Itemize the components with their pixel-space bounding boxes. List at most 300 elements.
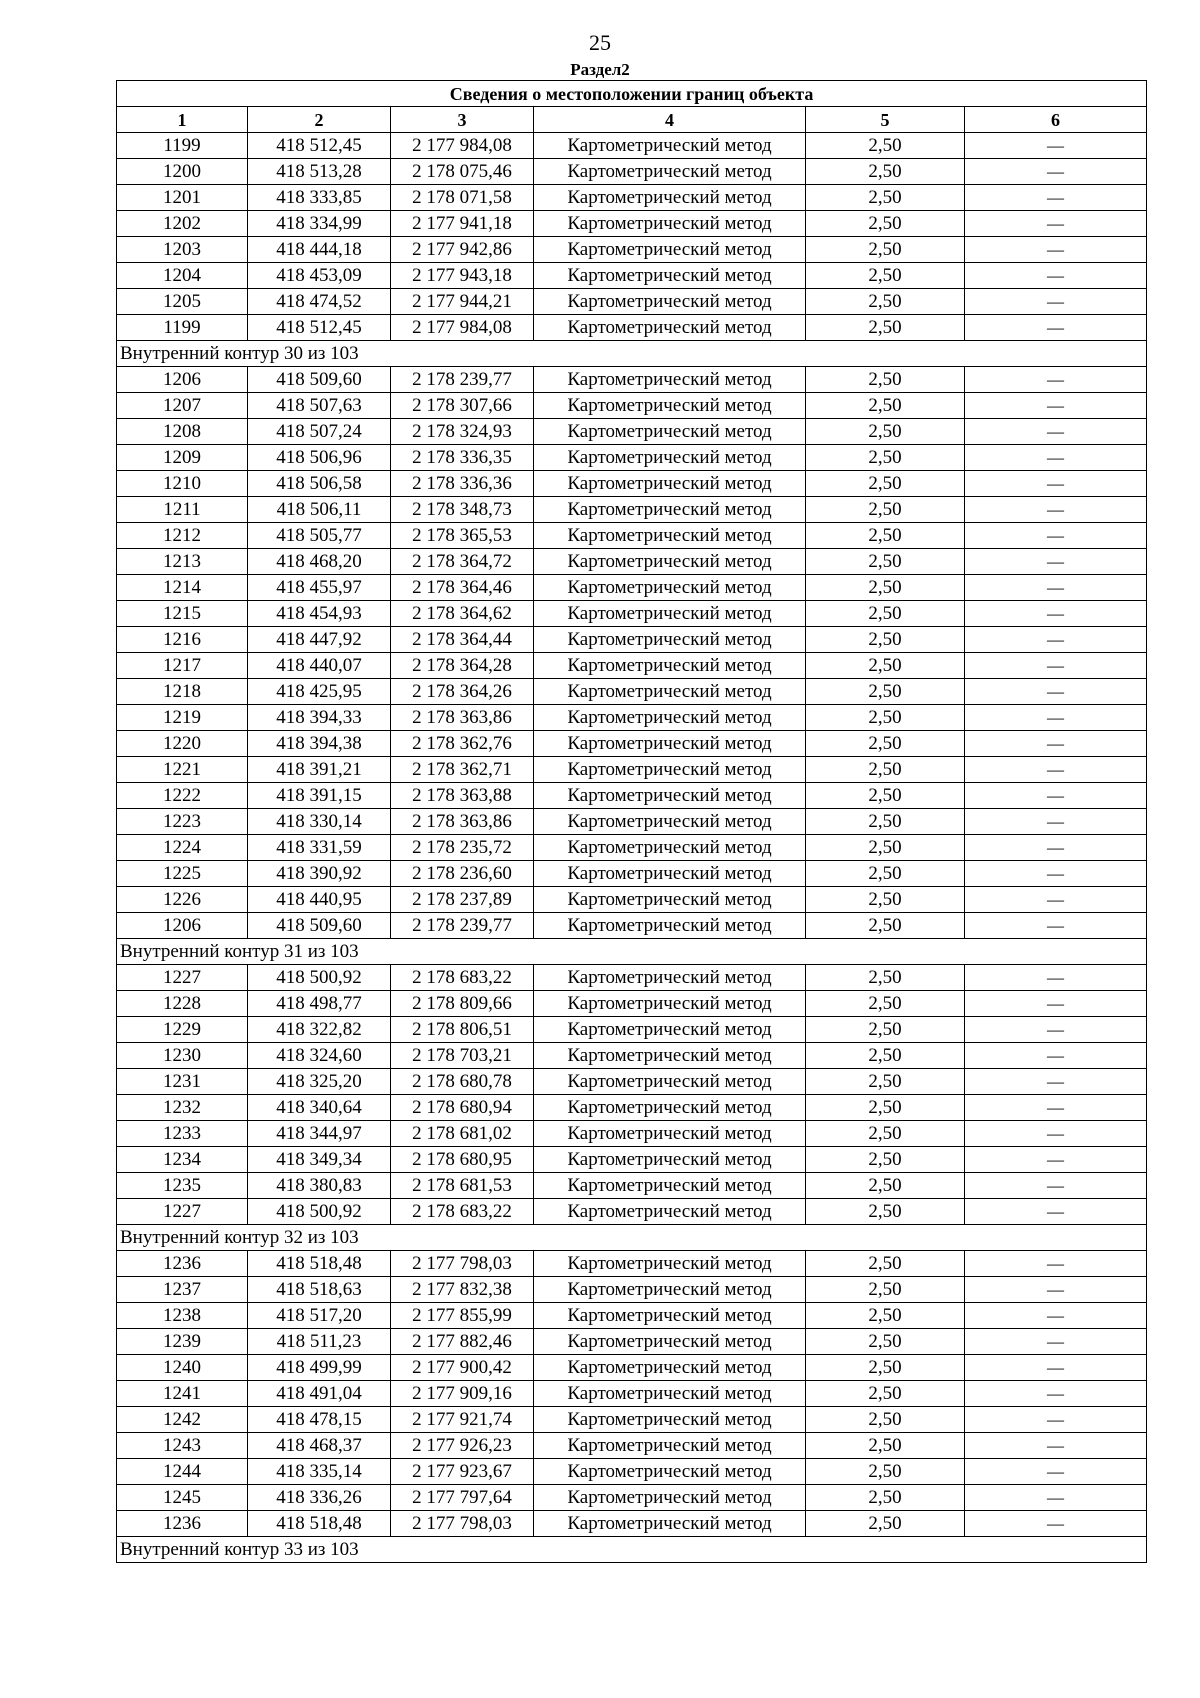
column-header: 4 <box>534 107 806 133</box>
point-number-cell: 1222 <box>117 783 248 809</box>
accuracy-cell: 2,50 <box>806 913 965 939</box>
accuracy-cell: 2,50 <box>806 1381 965 1407</box>
description-cell: — <box>965 1017 1147 1043</box>
accuracy-cell: 2,50 <box>806 705 965 731</box>
point-number-cell: 1237 <box>117 1277 248 1303</box>
point-number-cell: 1238 <box>117 1303 248 1329</box>
accuracy-cell: 2,50 <box>806 835 965 861</box>
description-cell: — <box>965 887 1147 913</box>
table-row <box>117 159 1147 185</box>
table-row <box>117 393 1147 419</box>
description-cell: — <box>965 523 1147 549</box>
point-number-cell: 1217 <box>117 653 248 679</box>
accuracy-cell: 2,50 <box>806 627 965 653</box>
description-cell: — <box>965 913 1147 939</box>
description-cell: — <box>965 367 1147 393</box>
x-coordinate-cell: 418 512,45 <box>248 133 391 159</box>
description-cell: — <box>965 809 1147 835</box>
y-coordinate-cell: 2 177 900,42 <box>391 1355 534 1381</box>
point-number-cell: 1215 <box>117 601 248 627</box>
accuracy-cell: 2,50 <box>806 653 965 679</box>
x-coordinate-cell: 418 322,82 <box>248 1017 391 1043</box>
description-cell: — <box>965 1329 1147 1355</box>
description-cell: — <box>965 1433 1147 1459</box>
x-coordinate-cell: 418 344,97 <box>248 1121 391 1147</box>
accuracy-cell: 2,50 <box>806 1277 965 1303</box>
y-coordinate-cell: 2 177 942,86 <box>391 237 534 263</box>
accuracy-cell: 2,50 <box>806 809 965 835</box>
x-coordinate-cell: 418 468,20 <box>248 549 391 575</box>
table-row <box>117 1095 1147 1121</box>
x-coordinate-cell: 418 349,34 <box>248 1147 391 1173</box>
accuracy-cell: 2,50 <box>806 185 965 211</box>
method-cell: Картометрический метод <box>534 263 806 289</box>
table-caption: Сведения о местоположении границ объекта <box>117 81 1147 107</box>
y-coordinate-cell: 2 177 798,03 <box>391 1251 534 1277</box>
description-cell: — <box>965 731 1147 757</box>
y-coordinate-cell: 2 178 364,44 <box>391 627 534 653</box>
point-number-cell: 1210 <box>117 471 248 497</box>
method-cell: Картометрический метод <box>534 445 806 471</box>
description-cell: — <box>965 1043 1147 1069</box>
x-coordinate-cell: 418 518,63 <box>248 1277 391 1303</box>
table-caption-row <box>117 81 1147 107</box>
accuracy-cell: 2,50 <box>806 1121 965 1147</box>
accuracy-cell: 2,50 <box>806 1069 965 1095</box>
x-coordinate-cell: 418 324,60 <box>248 1043 391 1069</box>
table-row <box>117 1485 1147 1511</box>
point-number-cell: 1235 <box>117 1173 248 1199</box>
description-cell: — <box>965 393 1147 419</box>
description-cell: — <box>965 315 1147 341</box>
y-coordinate-cell: 2 177 984,08 <box>391 315 534 341</box>
point-number-cell: 1206 <box>117 913 248 939</box>
y-coordinate-cell: 2 178 363,86 <box>391 705 534 731</box>
table-row <box>117 133 1147 159</box>
accuracy-cell: 2,50 <box>806 1147 965 1173</box>
method-cell: Картометрический метод <box>534 367 806 393</box>
method-cell: Картометрический метод <box>534 861 806 887</box>
column-header: 3 <box>391 107 534 133</box>
y-coordinate-cell: 2 178 809,66 <box>391 991 534 1017</box>
x-coordinate-cell: 418 330,14 <box>248 809 391 835</box>
method-cell: Картометрический метод <box>534 991 806 1017</box>
table-row <box>117 445 1147 471</box>
method-cell: Картометрический метод <box>534 601 806 627</box>
method-cell: Картометрический метод <box>534 133 806 159</box>
y-coordinate-cell: 2 178 683,22 <box>391 1199 534 1225</box>
method-cell: Картометрический метод <box>534 757 806 783</box>
point-number-cell: 1208 <box>117 419 248 445</box>
x-coordinate-cell: 418 506,11 <box>248 497 391 523</box>
method-cell: Картометрический метод <box>534 471 806 497</box>
accuracy-cell: 2,50 <box>806 211 965 237</box>
x-coordinate-cell: 418 391,15 <box>248 783 391 809</box>
accuracy-cell: 2,50 <box>806 1043 965 1069</box>
method-cell: Картометрический метод <box>534 1069 806 1095</box>
point-number-cell: 1227 <box>117 1199 248 1225</box>
table-row <box>117 601 1147 627</box>
point-number-cell: 1213 <box>117 549 248 575</box>
description-cell: — <box>965 1407 1147 1433</box>
x-coordinate-cell: 418 425,95 <box>248 679 391 705</box>
accuracy-cell: 2,50 <box>806 1407 965 1433</box>
x-coordinate-cell: 418 506,96 <box>248 445 391 471</box>
method-cell: Картометрический метод <box>534 185 806 211</box>
table-row <box>117 861 1147 887</box>
x-coordinate-cell: 418 440,07 <box>248 653 391 679</box>
table-row <box>117 1433 1147 1459</box>
x-coordinate-cell: 418 455,97 <box>248 575 391 601</box>
point-number-cell: 1205 <box>117 289 248 315</box>
method-cell: Картометрический метод <box>534 627 806 653</box>
y-coordinate-cell: 2 177 923,67 <box>391 1459 534 1485</box>
description-cell: — <box>965 757 1147 783</box>
y-coordinate-cell: 2 177 798,03 <box>391 1511 534 1537</box>
description-cell: — <box>965 445 1147 471</box>
table-row <box>117 263 1147 289</box>
table-row <box>117 705 1147 731</box>
method-cell: Картометрический метод <box>534 835 806 861</box>
y-coordinate-cell: 2 178 681,02 <box>391 1121 534 1147</box>
point-number-cell: 1233 <box>117 1121 248 1147</box>
x-coordinate-cell: 418 331,59 <box>248 835 391 861</box>
table-row <box>117 1277 1147 1303</box>
accuracy-cell: 2,50 <box>806 263 965 289</box>
table-row <box>117 575 1147 601</box>
description-cell: — <box>965 575 1147 601</box>
table-row <box>117 1173 1147 1199</box>
method-cell: Картометрический метод <box>534 679 806 705</box>
x-coordinate-cell: 418 444,18 <box>248 237 391 263</box>
method-cell: Картометрический метод <box>534 1303 806 1329</box>
x-coordinate-cell: 418 478,15 <box>248 1407 391 1433</box>
x-coordinate-cell: 418 506,58 <box>248 471 391 497</box>
description-cell: — <box>965 133 1147 159</box>
point-number-cell: 1224 <box>117 835 248 861</box>
y-coordinate-cell: 2 177 984,08 <box>391 133 534 159</box>
accuracy-cell: 2,50 <box>806 1173 965 1199</box>
column-header: 5 <box>806 107 965 133</box>
method-cell: Картометрический метод <box>534 783 806 809</box>
table-row <box>117 835 1147 861</box>
table-row <box>117 1303 1147 1329</box>
description-cell: — <box>965 1381 1147 1407</box>
method-cell: Картометрический метод <box>534 1485 806 1511</box>
table-row <box>117 237 1147 263</box>
point-number-cell: 1232 <box>117 1095 248 1121</box>
description-cell: — <box>965 1173 1147 1199</box>
y-coordinate-cell: 2 178 336,36 <box>391 471 534 497</box>
x-coordinate-cell: 418 333,85 <box>248 185 391 211</box>
point-number-cell: 1202 <box>117 211 248 237</box>
point-number-cell: 1207 <box>117 393 248 419</box>
x-coordinate-cell: 418 518,48 <box>248 1251 391 1277</box>
x-coordinate-cell: 418 440,95 <box>248 887 391 913</box>
method-cell: Картометрический метод <box>534 887 806 913</box>
point-number-cell: 1242 <box>117 1407 248 1433</box>
method-cell: Картометрический метод <box>534 1043 806 1069</box>
y-coordinate-cell: 2 178 235,72 <box>391 835 534 861</box>
accuracy-cell: 2,50 <box>806 445 965 471</box>
description-cell: — <box>965 965 1147 991</box>
contour-label: Внутренний контур 30 из 103 <box>117 341 1147 367</box>
y-coordinate-cell: 2 178 806,51 <box>391 1017 534 1043</box>
table-row <box>117 1459 1147 1485</box>
method-cell: Картометрический метод <box>534 653 806 679</box>
table-row <box>117 1407 1147 1433</box>
method-cell: Картометрический метод <box>534 705 806 731</box>
point-number-cell: 1201 <box>117 185 248 211</box>
y-coordinate-cell: 2 178 365,53 <box>391 523 534 549</box>
description-cell: — <box>965 627 1147 653</box>
description-cell: — <box>965 1199 1147 1225</box>
description-cell: — <box>965 1095 1147 1121</box>
method-cell: Картометрический метод <box>534 1095 806 1121</box>
y-coordinate-cell: 2 177 855,99 <box>391 1303 534 1329</box>
description-cell: — <box>965 653 1147 679</box>
point-number-cell: 1200 <box>117 159 248 185</box>
method-cell: Картометрический метод <box>534 1173 806 1199</box>
description-cell: — <box>965 1303 1147 1329</box>
contour-heading-row <box>117 1537 1147 1563</box>
accuracy-cell: 2,50 <box>806 731 965 757</box>
description-cell: — <box>965 159 1147 185</box>
table-row <box>117 627 1147 653</box>
contour-label: Внутренний контур 32 из 103 <box>117 1225 1147 1251</box>
method-cell: Картометрический метод <box>534 289 806 315</box>
method-cell: Картометрический метод <box>534 1147 806 1173</box>
point-number-cell: 1209 <box>117 445 248 471</box>
y-coordinate-cell: 2 177 921,74 <box>391 1407 534 1433</box>
table-row <box>117 809 1147 835</box>
boundary-coordinates-table <box>116 80 1147 1563</box>
point-number-cell: 1234 <box>117 1147 248 1173</box>
x-coordinate-cell: 418 500,92 <box>248 965 391 991</box>
point-number-cell: 1229 <box>117 1017 248 1043</box>
accuracy-cell: 2,50 <box>806 991 965 1017</box>
table-row <box>117 497 1147 523</box>
x-coordinate-cell: 418 517,20 <box>248 1303 391 1329</box>
y-coordinate-cell: 2 178 363,88 <box>391 783 534 809</box>
x-coordinate-cell: 418 454,93 <box>248 601 391 627</box>
x-coordinate-cell: 418 499,99 <box>248 1355 391 1381</box>
table-row <box>117 783 1147 809</box>
y-coordinate-cell: 2 178 336,35 <box>391 445 534 471</box>
method-cell: Картометрический метод <box>534 211 806 237</box>
y-coordinate-cell: 2 178 681,53 <box>391 1173 534 1199</box>
method-cell: Картометрический метод <box>534 393 806 419</box>
accuracy-cell: 2,50 <box>806 1433 965 1459</box>
x-coordinate-cell: 418 474,52 <box>248 289 391 315</box>
y-coordinate-cell: 2 177 832,38 <box>391 1277 534 1303</box>
table-row <box>117 757 1147 783</box>
table-row <box>117 913 1147 939</box>
accuracy-cell: 2,50 <box>806 1095 965 1121</box>
point-number-cell: 1221 <box>117 757 248 783</box>
table-row <box>117 523 1147 549</box>
point-number-cell: 1203 <box>117 237 248 263</box>
x-coordinate-cell: 418 380,83 <box>248 1173 391 1199</box>
description-cell: — <box>965 1147 1147 1173</box>
description-cell: — <box>965 1355 1147 1381</box>
method-cell: Картометрический метод <box>534 549 806 575</box>
point-number-cell: 1214 <box>117 575 248 601</box>
method-cell: Картометрический метод <box>534 1329 806 1355</box>
y-coordinate-cell: 2 178 680,94 <box>391 1095 534 1121</box>
x-coordinate-cell: 418 334,99 <box>248 211 391 237</box>
point-number-cell: 1228 <box>117 991 248 1017</box>
point-number-cell: 1212 <box>117 523 248 549</box>
column-header-row <box>117 107 1147 133</box>
accuracy-cell: 2,50 <box>806 783 965 809</box>
description-cell: — <box>965 497 1147 523</box>
column-header: 1 <box>117 107 248 133</box>
accuracy-cell: 2,50 <box>806 965 965 991</box>
accuracy-cell: 2,50 <box>806 861 965 887</box>
accuracy-cell: 2,50 <box>806 1511 965 1537</box>
x-coordinate-cell: 418 335,14 <box>248 1459 391 1485</box>
x-coordinate-cell: 418 513,28 <box>248 159 391 185</box>
table-row <box>117 991 1147 1017</box>
point-number-cell: 1240 <box>117 1355 248 1381</box>
table-row <box>117 211 1147 237</box>
x-coordinate-cell: 418 325,20 <box>248 1069 391 1095</box>
description-cell: — <box>965 419 1147 445</box>
table-row <box>117 731 1147 757</box>
accuracy-cell: 2,50 <box>806 1459 965 1485</box>
x-coordinate-cell: 418 509,60 <box>248 367 391 393</box>
accuracy-cell: 2,50 <box>806 887 965 913</box>
accuracy-cell: 2,50 <box>806 523 965 549</box>
accuracy-cell: 2,50 <box>806 549 965 575</box>
point-number-cell: 1204 <box>117 263 248 289</box>
point-number-cell: 1236 <box>117 1511 248 1537</box>
accuracy-cell: 2,50 <box>806 1485 965 1511</box>
accuracy-cell: 2,50 <box>806 133 965 159</box>
y-coordinate-cell: 2 178 680,78 <box>391 1069 534 1095</box>
description-cell: — <box>965 991 1147 1017</box>
accuracy-cell: 2,50 <box>806 289 965 315</box>
x-coordinate-cell: 418 507,24 <box>248 419 391 445</box>
y-coordinate-cell: 2 178 236,60 <box>391 861 534 887</box>
x-coordinate-cell: 418 498,77 <box>248 991 391 1017</box>
description-cell: — <box>965 601 1147 627</box>
point-number-cell: 1216 <box>117 627 248 653</box>
x-coordinate-cell: 418 447,92 <box>248 627 391 653</box>
contour-label: Внутренний контур 31 из 103 <box>117 939 1147 965</box>
contour-heading-row <box>117 341 1147 367</box>
method-cell: Картометрический метод <box>534 315 806 341</box>
description-cell: — <box>965 471 1147 497</box>
method-cell: Картометрический метод <box>534 1459 806 1485</box>
table-row <box>117 1043 1147 1069</box>
method-cell: Картометрический метод <box>534 965 806 991</box>
table-row <box>117 367 1147 393</box>
method-cell: Картометрический метод <box>534 1381 806 1407</box>
x-coordinate-cell: 418 500,92 <box>248 1199 391 1225</box>
y-coordinate-cell: 2 178 363,86 <box>391 809 534 835</box>
method-cell: Картометрический метод <box>534 1511 806 1537</box>
description-cell: — <box>965 289 1147 315</box>
y-coordinate-cell: 2 178 362,76 <box>391 731 534 757</box>
accuracy-cell: 2,50 <box>806 393 965 419</box>
point-number-cell: 1220 <box>117 731 248 757</box>
method-cell: Картометрический метод <box>534 1121 806 1147</box>
table-row <box>117 1069 1147 1095</box>
column-header: 6 <box>965 107 1147 133</box>
description-cell: — <box>965 263 1147 289</box>
y-coordinate-cell: 2 177 941,18 <box>391 211 534 237</box>
x-coordinate-cell: 418 468,37 <box>248 1433 391 1459</box>
accuracy-cell: 2,50 <box>806 1303 965 1329</box>
point-number-cell: 1226 <box>117 887 248 913</box>
accuracy-cell: 2,50 <box>806 1251 965 1277</box>
table-row <box>117 887 1147 913</box>
table-row <box>117 965 1147 991</box>
point-number-cell: 1245 <box>117 1485 248 1511</box>
point-number-cell: 1219 <box>117 705 248 731</box>
y-coordinate-cell: 2 178 364,46 <box>391 575 534 601</box>
y-coordinate-cell: 2 178 703,21 <box>391 1043 534 1069</box>
y-coordinate-cell: 2 178 348,73 <box>391 497 534 523</box>
table-row <box>117 1147 1147 1173</box>
table-row <box>117 315 1147 341</box>
x-coordinate-cell: 418 509,60 <box>248 913 391 939</box>
contour-heading-row <box>117 1225 1147 1251</box>
accuracy-cell: 2,50 <box>806 1329 965 1355</box>
y-coordinate-cell: 2 177 797,64 <box>391 1485 534 1511</box>
x-coordinate-cell: 418 394,38 <box>248 731 391 757</box>
point-number-cell: 1223 <box>117 809 248 835</box>
y-coordinate-cell: 2 178 680,95 <box>391 1147 534 1173</box>
description-cell: — <box>965 1277 1147 1303</box>
table-row <box>117 1251 1147 1277</box>
accuracy-cell: 2,50 <box>806 497 965 523</box>
method-cell: Картометрический метод <box>534 523 806 549</box>
accuracy-cell: 2,50 <box>806 367 965 393</box>
accuracy-cell: 2,50 <box>806 471 965 497</box>
table-row <box>117 1381 1147 1407</box>
description-cell: — <box>965 705 1147 731</box>
description-cell: — <box>965 237 1147 263</box>
description-cell: — <box>965 861 1147 887</box>
method-cell: Картометрический метод <box>534 731 806 757</box>
y-coordinate-cell: 2 178 364,26 <box>391 679 534 705</box>
table-row <box>117 549 1147 575</box>
x-coordinate-cell: 418 491,04 <box>248 1381 391 1407</box>
description-cell: — <box>965 1459 1147 1485</box>
point-number-cell: 1239 <box>117 1329 248 1355</box>
y-coordinate-cell: 2 178 237,89 <box>391 887 534 913</box>
x-coordinate-cell: 418 507,63 <box>248 393 391 419</box>
y-coordinate-cell: 2 177 909,16 <box>391 1381 534 1407</box>
x-coordinate-cell: 418 336,26 <box>248 1485 391 1511</box>
section-title: Раздел2 <box>570 60 630 79</box>
table-row <box>117 471 1147 497</box>
accuracy-cell: 2,50 <box>806 679 965 705</box>
y-coordinate-cell: 2 177 882,46 <box>391 1329 534 1355</box>
x-coordinate-cell: 418 518,48 <box>248 1511 391 1537</box>
table-row <box>117 653 1147 679</box>
point-number-cell: 1243 <box>117 1433 248 1459</box>
x-coordinate-cell: 418 512,45 <box>248 315 391 341</box>
method-cell: Картометрический метод <box>534 575 806 601</box>
y-coordinate-cell: 2 178 364,62 <box>391 601 534 627</box>
method-cell: Картометрический метод <box>534 1433 806 1459</box>
point-number-cell: 1218 <box>117 679 248 705</box>
description-cell: — <box>965 549 1147 575</box>
